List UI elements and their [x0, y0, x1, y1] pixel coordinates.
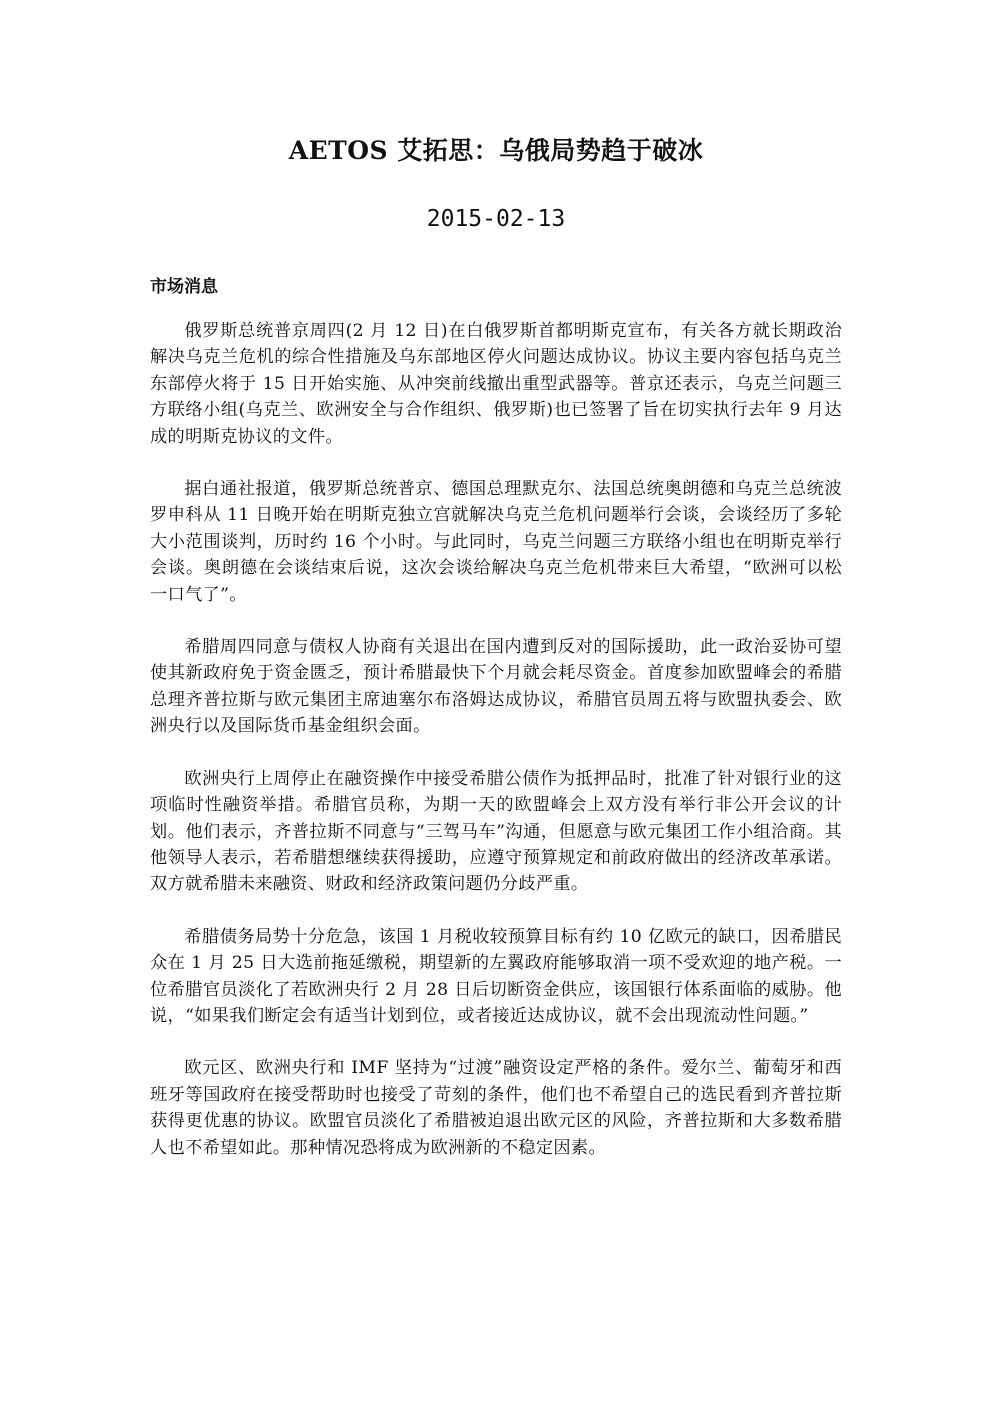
paragraph: 欧洲央行上周停止在融资操作中接受希腊公债作为抵押品时，批准了针对银行业的这项临时性融资举措。希腊官员称，为期一天的欧盟峰会上双方没有举行非公开会议的计划。他们表示，齐普拉斯不同意与“三驾马车”沟通，但愿意与欧元集团工作小组洽商。其他领导人表示，若希腊想继续获得援助，应遵守预算规定和前政府做出的经济改革承诺。双方就希腊未来融资、财政和经济政策问题仍分歧严重。	[150, 768, 842, 895]
paragraph: 希腊周四同意与债权人协商有关退出在国内遭到反对的国际援助，此一政治妥协可望使其新政府免于资金匮乏，预计希腊最快下个月就会耗尽资金。首度参加欧盟峰会的希腊总理齐普拉斯与欧元集团主席迪塞尔布洛姆达成协议，希腊官员周五将与欧盟执委会、欧洲央行以及国际货币基金组织会面。	[150, 637, 842, 737]
paragraph: 欧元区、欧洲央行和 IMF 坚持为“过渡”融资设定严格的条件。爱尔兰、葡萄牙和西班牙等国政府在接受帮助时也接受了苛刻的条件，他们也不希望自己的选民看到齐普拉斯获得更优惠的协议。欧盟官员淡化了希腊被迫退出欧元区的风险，齐普拉斯和大多数希腊人也不希望如此。那种情况恐将成为欧洲新的不稳定因素。	[150, 1058, 842, 1158]
document-title: AETOS 艾拓思：乌俄局势趋于破冰	[288, 136, 704, 165]
document-date: 2015-02-13	[426, 206, 566, 232]
section-heading: 市场消息	[150, 277, 218, 297]
paragraph: 据白通社报道，俄罗斯总统普京、德国总理默克尔、法国总统奥朗德和乌克兰总统波罗申科从 11 日晚开始在明斯克独立宫就解决乌克兰危机问题举行会谈，会谈经历了多轮大小范围谈判，历时约 16 个小时。与此同时，乌克兰问题三方联络小组也在明斯克举行会谈。奥朗德在会谈结束后说，这次会谈给解决乌克兰危机带来巨大希望，“欧洲可以松一口气了”。	[150, 479, 842, 605]
document-body	[150, 318, 842, 1187]
paragraph: 俄罗斯总统普京周四(2 月 12 日)在白俄罗斯首都明斯克宣布，有关各方就长期政治解决乌克兰危机的综合性措施及乌东部地区停火问题达成协议。协议主要内容包括乌克兰东部停火将于 15 日开始实施、从冲突前线撤出重型武器等。普京还表示，乌克兰问题三方联络小组(乌克兰、欧洲安全与合作组织、俄罗斯)也已签署了旨在切实执行去年 9 月达成的明斯克协议的文件。	[150, 321, 842, 447]
paragraph: 希腊债务局势十分危急，该国 1 月税收较预算目标有约 10 亿欧元的缺口，因希腊民众在 1 月 25 日大选前拖延缴税，期望新的左翼政府能够取消一项不受欢迎的地产税。一位希腊官员淡化了若欧洲央行 2 月 28 日后切断资金供应，该国银行体系面临的威胁。他说，“如果我们断定会有适当计划到位，或者接近达成协议，就不会出现流动性问题。”	[150, 926, 842, 1026]
